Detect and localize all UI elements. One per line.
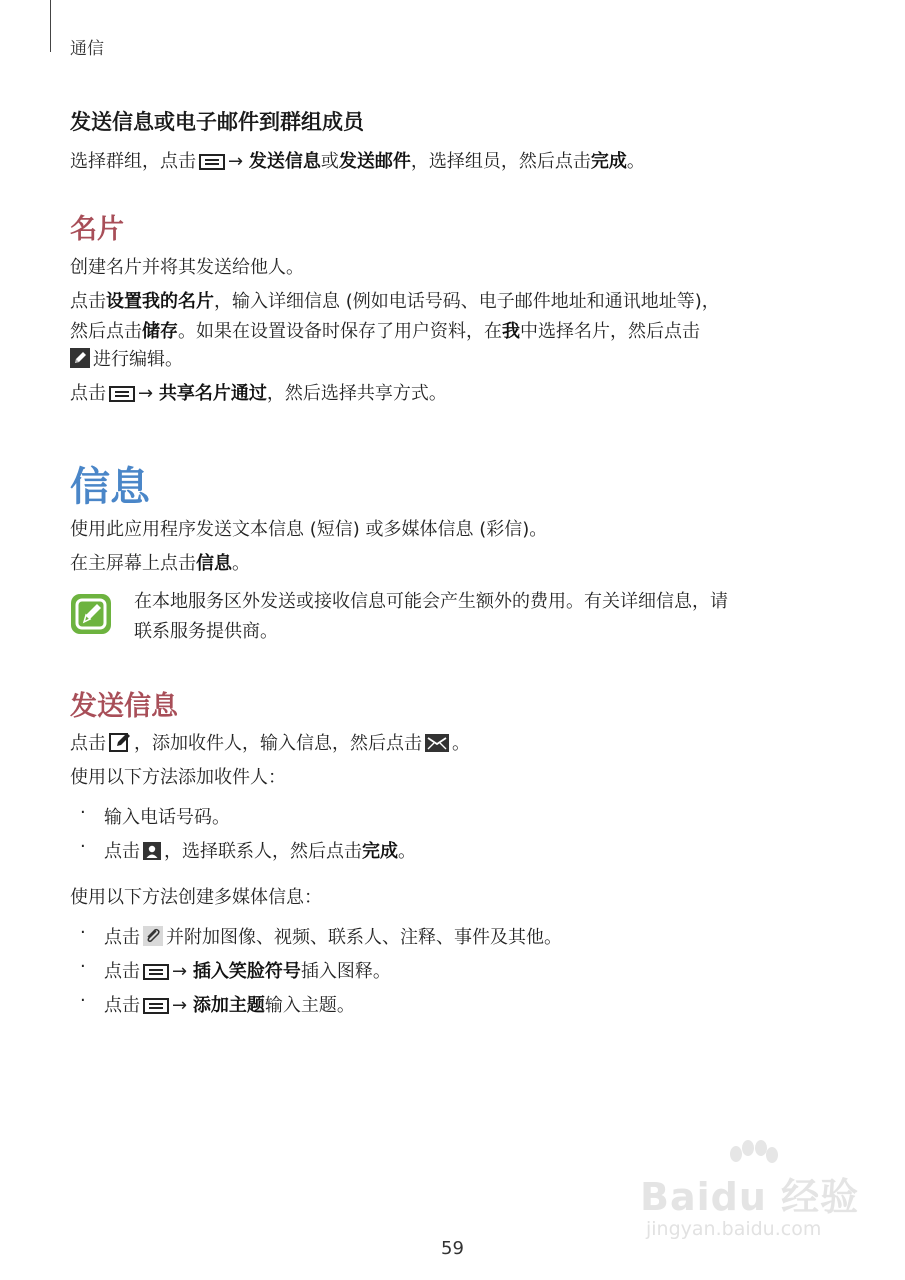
contact-icon [143, 839, 161, 871]
menu-icon [109, 381, 135, 413]
paperclip-icon [143, 925, 163, 957]
watermark-brand: Baidu 经验 [640, 1175, 860, 1219]
paragraph-mms-methods: 使用以下方法创建多媒体信息： [70, 887, 322, 908]
send-message-icon [425, 731, 449, 763]
compose-icon [109, 731, 131, 763]
heading-messages: 信息 [70, 464, 150, 510]
bullet-dot: · [80, 990, 86, 1011]
bullet-dot: · [80, 956, 86, 977]
paragraph-namecard-line1: 点击设置我的名片，输入详细信息 (例如电话号码、电子邮件地址和通讯地址等)， [70, 291, 720, 312]
menu-icon [143, 959, 169, 991]
heading-namecard: 名片 [70, 214, 124, 245]
bullet-dot: · [80, 802, 86, 823]
pencil-edit-icon [70, 347, 90, 379]
list-item-contact: 点击 ，选择联系人，然后点击完成。 [104, 836, 416, 871]
bullet-dot: · [80, 922, 86, 943]
list-item-subject: 点击 → 添加主题输入主题。 [104, 990, 355, 1025]
heading-send-message: 发送信息 [70, 691, 178, 722]
note-icon [69, 592, 113, 640]
paragraph-namecard-line3: 进行编辑。 [70, 344, 183, 379]
header-rule [50, 0, 51, 52]
baidu-watermark [640, 1140, 860, 1250]
paragraph-namecard-share: 点击 → 共享名片通过，然后选择共享方式。 [70, 378, 447, 413]
menu-icon [199, 149, 225, 181]
paragraph-messages-open: 在主屏幕上点击信息。 [70, 553, 250, 574]
list-item-attach: 点击 并附加图像、视频、联系人、注释、事件及其他。 [104, 922, 562, 957]
heading-group-send: 发送信息或电子邮件到群组成员 [70, 110, 364, 134]
list-item-emoticon: 点击 → 插入笑脸符号插入图释。 [104, 956, 391, 991]
note-text-line1: 在本地服务区外发送或接收信息可能会产生额外的费用。有关详细信息，请 [134, 591, 728, 612]
menu-icon [143, 993, 169, 1025]
bullet-dot: · [80, 836, 86, 857]
paragraph-messages-intro: 使用此应用程序发送文本信息 (短信) 或多媒体信息 (彩信)。 [70, 519, 548, 540]
page-number: 59 [441, 1238, 464, 1259]
paragraph-add-recipients: 使用以下方法添加收件人： [70, 767, 286, 788]
section-header: 通信 [70, 39, 104, 59]
paragraph-group-send: 选择群组，点击 → 发送信息或发送邮件，选择组员，然后点击完成。 [70, 146, 645, 181]
paragraph-send-steps: 点击 ，添加收件人，输入信息，然后点击 。 [70, 728, 470, 763]
note-text-line2: 联系服务提供商。 [134, 621, 278, 642]
watermark-url: jingyan.baidu.com [646, 1218, 822, 1240]
list-item-phone: 输入电话号码。 [104, 807, 230, 828]
paragraph-namecard-intro: 创建名片并将其发送给他人。 [70, 257, 304, 278]
paragraph-namecard-line2: 然后点击储存。如果在设置设备时保存了用户资料，在我中选择名片，然后点击 [70, 321, 700, 342]
